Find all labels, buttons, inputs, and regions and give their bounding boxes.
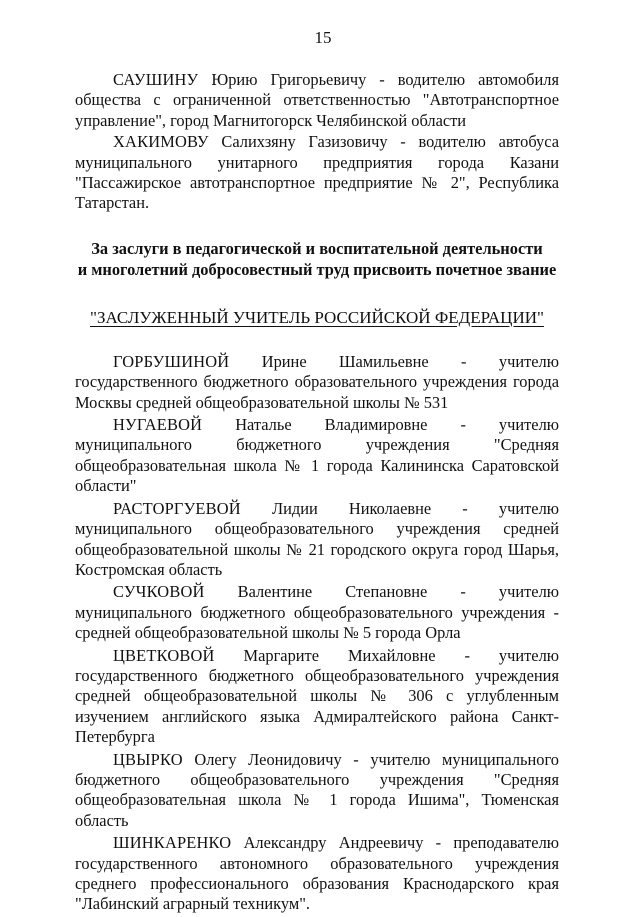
honorary-title: "ЗАСЛУЖЕННЫЙ УЧИТЕЛЬ РОССИЙСКОЙ ФЕДЕРАЦИИ" (90, 307, 544, 327)
recipient-surname: СУЧКОВОЙ (113, 582, 205, 602)
entries-after-heading (75, 352, 559, 915)
award-entry (75, 132, 559, 214)
award-entry (75, 499, 559, 581)
award-entry (75, 750, 559, 832)
recipient-details: Ирине Шамильевне - учителю государственного бюджетного образовательного учреждения города Москвы средней общеобразовательной школы № 531 (75, 351, 559, 412)
recipient-details: Маргарите Михайловне - учителю государственного бюджетного общеобразовательного учреждения средней общеобразовательной школы № 306 с углубленным изучением английского языка Адмиралтейского района Санкт-Петербурга (75, 645, 559, 747)
document-page (75, 28, 559, 917)
recipient-details: Наталье Владимировне - учителю муниципального бюджетного учреждения "Средняя общеобразовательная школа № 1 города Калининска Саратовской области" (75, 415, 559, 496)
award-entry (75, 646, 559, 748)
award-entry (75, 415, 559, 497)
award-entry (75, 833, 559, 915)
page-number: 15 (314, 28, 332, 47)
recipient-surname: ГОРБУШИНОЙ (113, 351, 230, 371)
recipient-details: Валентине Степановне - учителю муниципального бюджетного общеобразовательного учреждения - средней общеобразовательной школы № 5 города Орла (75, 582, 559, 643)
recipient-details: Лидии Николаевне - учителю муниципального общеобразовательного учреждения средней общеобразовательной школы № 21 городского округа город Шарья, Костромская область (75, 498, 559, 579)
recipient-details: Салихзяну Газизовичу - водителю автобуса муниципального унитарного предприятия города Казани "Пассажирское автотранспортное предприятие № 2", Республика Татарстан. (75, 132, 559, 213)
section-heading-line: За заслуги в педагогической и воспитательной деятельности (91, 238, 543, 258)
recipient-details: Александру Андреевичу - преподавателю государственного автономного образовательного учреждения среднего профессионального образования Краснодарского края "Лабинский аграрный техникум". (75, 833, 559, 914)
recipient-surname: НУГАЕВОЙ (113, 415, 203, 435)
award-entry (75, 352, 559, 413)
recipient-surname: САУШИНУ (113, 70, 199, 89)
entries-before-heading (75, 70, 559, 214)
recipient-details: Олегу Леонидовичу - учителю муниципального бюджетного общеобразовательного учреждения "Средняя общеобразовательная школа № 1 города Ишима", Тюменская область (75, 749, 559, 830)
award-entry (75, 582, 559, 643)
recipient-surname: ШИНКАРЕНКО (113, 833, 232, 853)
recipient-details: Юрию Григорьевичу - водителю автомобиля общества с ограниченной ответственностью "Автотранспортное управление", город Магнитогорск Челябинской области (75, 70, 559, 130)
award-entry (75, 70, 559, 131)
section-heading-line: и многолетний добросовестный труд присвоить почетное звание (77, 259, 557, 279)
recipient-surname: ЦВЫРКО (113, 749, 183, 769)
recipient-surname: РАСТОРГУЕВОЙ (113, 498, 241, 518)
recipient-surname: ХАКИМОВУ (113, 132, 209, 152)
recipient-surname: ЦВЕТКОВОЙ (113, 645, 215, 665)
section-heading (75, 238, 559, 280)
